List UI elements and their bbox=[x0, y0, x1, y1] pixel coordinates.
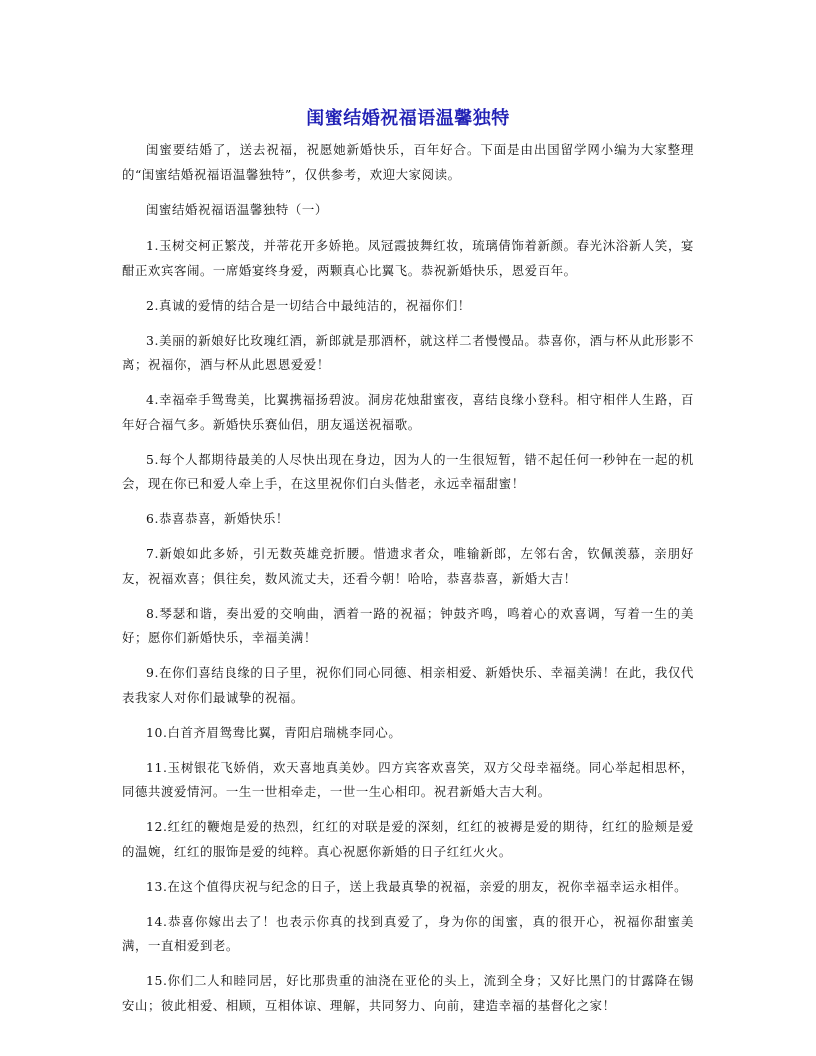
blessing-item-8: 8.琴瑟和谐，奏出爱的交响曲，洒着一路的祝福；钟鼓齐鸣，鸣着心的欢喜调，写着一生的美好；愿你们新婚快乐，幸福美满！ bbox=[122, 605, 694, 645]
page-title: 闺蜜结婚祝福语温馨独特 bbox=[306, 108, 510, 129]
blessing-item-14: 14.恭喜你嫁出去了！也表示你真的找到真爱了，身为你的闺蜜，真的很开心，祝福你甜蜜美满，一直相爱到老。 bbox=[122, 913, 694, 953]
document-body bbox=[122, 138, 694, 1029]
section-heading: 闺蜜结婚祝福语温馨独特（一） bbox=[146, 201, 328, 217]
blessing-item-12: 12.红红的鞭炮是爱的热烈，红红的对联是爱的深刻，红红的被褥是爱的期待，红红的脸颊是爱的温婉，红红的服饰是爱的纯粹。真心祝愿你新婚的日子红红火火。 bbox=[122, 819, 694, 859]
blessing-item-2: 2.真诚的爱情的结合是一切结合中最纯洁的，祝福你们！ bbox=[146, 297, 471, 313]
blessing-item-6: 6.恭喜恭喜，新婚快乐！ bbox=[146, 511, 289, 526]
blessing-item-9: 9.在你们喜结良缘的日子里，祝你们同心同德、相亲相爱、新婚快乐、幸福美满！在此，我仅代表我家人对你们最诚挚的祝福。 bbox=[122, 665, 694, 705]
blessing-item-11: 11.玉树银花飞娇俏，欢天喜地真美妙。四方宾客欢喜笑，双方父母幸福绕。同心举起相思杯，同德共渡爱情河。一生一世相牵走，一世一生心相印。祝君新婚大吉大利。 bbox=[122, 759, 694, 799]
intro-paragraph: 闺蜜要结婚了，送去祝福，祝愿她新婚快乐，百年好合。下面是由出国留学网小编为大家整理的“闺蜜结婚祝福语温馨独特”，仅供参考，欢迎大家阅读。 bbox=[122, 142, 694, 182]
blessing-item-1: 1.玉树交柯正繁茂，并蒂花开多娇艳。凤冠霞披舞红妆，琉璃倩饰着新颜。春光沐浴新人笑，宴酣正欢宾客闹。一席婚宴终身爱，两颗真心比翼飞。恭祝新婚快乐，恩爱百年。 bbox=[122, 238, 694, 278]
blessing-item-15: 15.你们二人和睦同居，好比那贵重的油浇在亚伦的头上，流到全身；又好比黑门的甘露降在锡安山；彼此相爱、相顾，互相体谅、理解，共同努力、向前，建造幸福的基督化之家！ bbox=[122, 973, 694, 1013]
blessing-item-13: 13.在这个值得庆祝与纪念的日子，送上我最真挚的祝福，亲爱的朋友，祝你幸福幸运永相伴。 bbox=[146, 878, 688, 894]
blessing-item-5: 5.每个人都期待最美的人尽快出现在身边，因为人的一生很短暂，错不起任何一秒钟在一起的机会，现在你已和爱人牵上手，在这里祝你们白头偕老，永远幸福甜蜜！ bbox=[122, 451, 694, 491]
blessing-item-7: 7.新娘如此多娇，引无数英雄竞折腰。惜遗求者众，唯输新郎，左邻右舍，钦佩羡慕，亲朋好友，祝福欢喜；俱往矣，数风流丈夫，还看今朝！哈哈，恭喜恭喜，新婚大吉！ bbox=[122, 546, 694, 586]
blessing-item-10: 10.白首齐眉鸳鸯比翼，青阳启瑞桃李同心。 bbox=[146, 724, 402, 740]
blessing-item-3: 3.美丽的新娘好比玫瑰红酒，新郎就是那酒杯，就这样二者慢慢品。恭喜你，酒与杯从此形影不离；祝福你，酒与杯从此恩恩爱爱！ bbox=[122, 332, 694, 372]
blessing-item-4: 4.幸福牵手鸳鸯美，比翼携福扬碧波。洞房花烛甜蜜夜，喜结良缘小登科。相守相伴人生路，百年好合福气多。新婚快乐赛仙侣，朋友遥送祝福歌。 bbox=[122, 392, 694, 432]
